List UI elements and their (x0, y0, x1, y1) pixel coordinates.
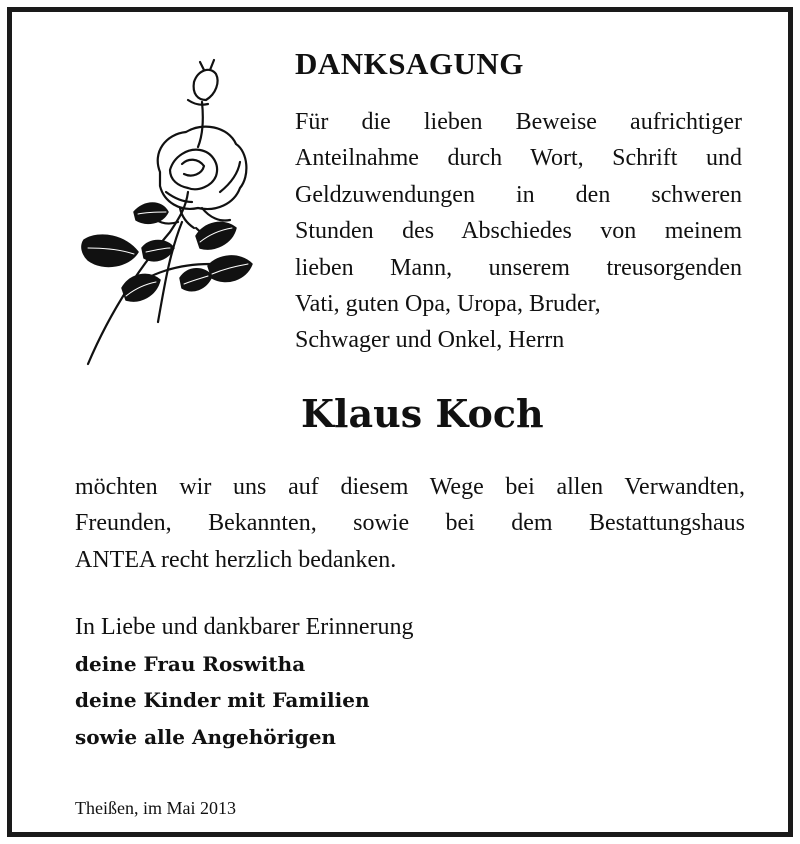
thanks-line: ANTEA recht herzlich bedanken. (75, 546, 397, 573)
intro-line: Stunden des Abschiedes von meinem (295, 218, 742, 245)
signer-line: deine Frau Roswitha (75, 651, 306, 676)
signer-line: deine Kinder mit Familien (75, 688, 370, 712)
intro-line: Anteilnahme durch Wort, Schrift und (295, 145, 742, 172)
signer-line: sowie alle Angehörigen (75, 724, 336, 749)
intro-line: Schwager und Onkel, Herrn (295, 327, 565, 354)
rose-icon (70, 52, 260, 372)
notice-frame (7, 7, 793, 837)
thanks-line: möchten wir uns auf diesem Wege bei allen Verwandten, (75, 474, 745, 500)
place-date: Theißen, im Mai 2013 (75, 798, 236, 818)
deceased-name: Klaus Koch (301, 391, 544, 436)
intro-line: Geldzuwendungen in den schweren (295, 181, 742, 208)
thanks-line: Freunden, Bekannten, sowie bei dem Bestattungshaus (75, 510, 745, 537)
intro-line: Für die lieben Beweise aufrichtiger (295, 109, 742, 135)
thanks-paragraph (75, 469, 745, 578)
intro-line: Vati, guten Opa, Uropa, Bruder, (295, 291, 601, 318)
intro-paragraph (295, 104, 742, 359)
intro-line: lieben Mann, unserem treusorgenden (295, 254, 742, 281)
closing-block (75, 609, 414, 755)
notice-heading: DANKSAGUNG (295, 46, 524, 81)
closing-phrase: In Liebe und dankbarer Erinnerung (75, 614, 414, 640)
